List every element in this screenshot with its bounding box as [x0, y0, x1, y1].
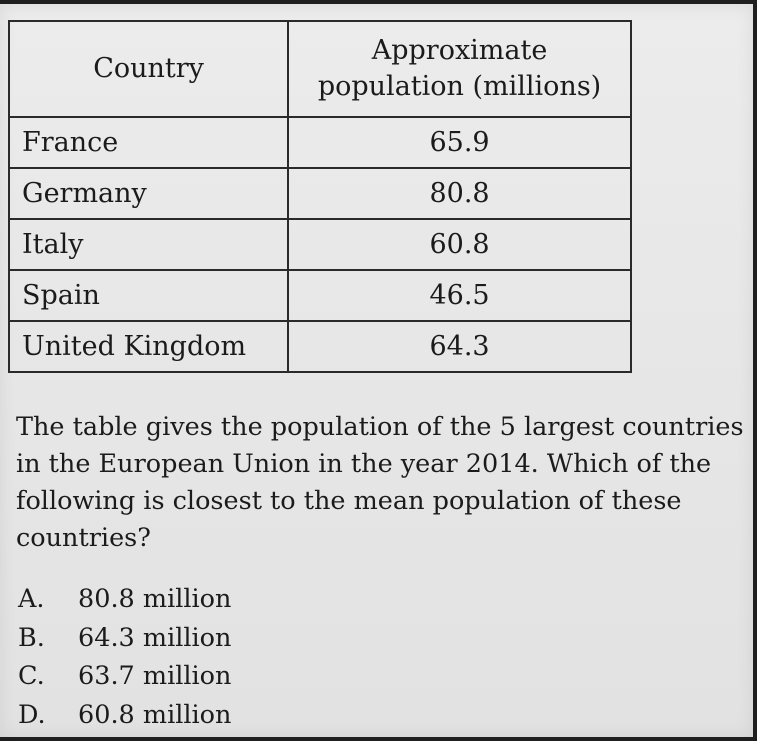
choice-text: 63.7 million	[78, 661, 232, 691]
choice-letter: D.	[18, 699, 46, 730]
document-page	[0, 4, 753, 737]
table-row	[9, 219, 631, 270]
table-header-row	[9, 21, 631, 117]
choice-d	[18, 696, 231, 735]
choice-text: 64.3 million	[78, 622, 232, 653]
choice-text: 60.8 million	[78, 699, 232, 730]
country-cell: Germany	[9, 168, 288, 219]
choice-c	[18, 657, 231, 696]
header-population-line2: population (millions)	[317, 71, 602, 102]
choice-letter: B.	[18, 622, 45, 653]
country-cell: Italy	[9, 219, 288, 270]
population-cell: 80.8	[288, 168, 631, 219]
country-cell: Spain	[9, 270, 288, 321]
table-row	[9, 270, 631, 321]
header-country: Country	[9, 21, 288, 117]
population-cell: 60.8	[288, 219, 631, 270]
answer-choices	[18, 580, 231, 734]
population-table	[8, 20, 632, 373]
question-text: The table gives the population of the 5 largest countries in the European Union in the year 2014. Which of the following is closest to the mean population of these countries?	[16, 412, 744, 553]
choice-a	[18, 580, 231, 619]
population-cell: 64.3	[288, 321, 631, 372]
choice-text: 80.8 million	[78, 584, 232, 614]
header-population	[288, 21, 631, 117]
table-row	[9, 117, 631, 168]
country-cell: United Kingdom	[9, 321, 288, 372]
population-cell: 65.9	[288, 117, 631, 168]
choice-letter: A.	[18, 584, 45, 614]
population-cell: 46.5	[288, 270, 631, 321]
choice-letter: C.	[18, 661, 45, 691]
table-row	[9, 168, 631, 219]
choice-b	[18, 619, 231, 658]
header-population-line1: Approximate	[371, 34, 548, 66]
country-cell: France	[9, 117, 288, 168]
table-row	[9, 321, 631, 372]
